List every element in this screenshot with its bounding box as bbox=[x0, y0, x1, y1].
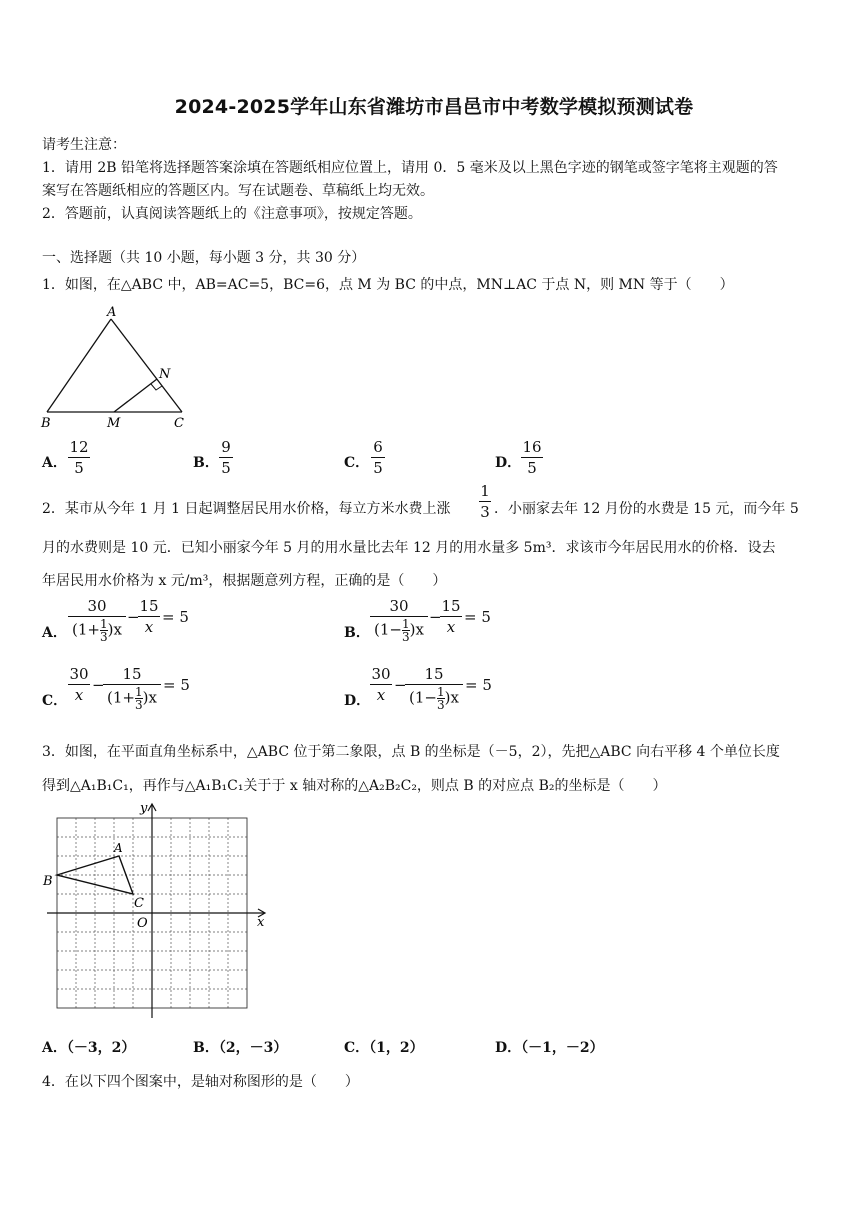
q3-option-c: C．（1，2） bbox=[344, 1040, 424, 1056]
q3-option-a: A．（－3，2） bbox=[42, 1040, 136, 1056]
q2-inline-fraction: 1 3 bbox=[480, 482, 490, 521]
q1-option-b-fraction: 9 5 bbox=[219, 438, 233, 477]
q1-triangle-figure bbox=[38, 300, 198, 432]
q2-option-c-second-fraction: 15 (1+ $\frac{1}{3}$ )x bbox=[103, 665, 161, 711]
q2-option-b-label: B． bbox=[344, 625, 370, 641]
q1-option-c-label: C． bbox=[344, 455, 370, 471]
q2-line-3: 年居民用水价格为 x 元/m³，根据题意列方程，正确的是（ ） bbox=[42, 573, 447, 589]
q2-option-c-label: C． bbox=[42, 693, 68, 709]
q2-option-c-first-fraction: 30 x bbox=[69, 665, 89, 704]
q2-option-a-label: A． bbox=[42, 625, 67, 641]
q1-option-a-fraction bbox=[68, 438, 90, 477]
q3-label-y: y bbox=[140, 801, 148, 816]
q2-option-b-first-fraction: 30 (1− $\frac{1}{3}$ )x bbox=[370, 597, 428, 643]
q3-option-b: B．（2，－3） bbox=[193, 1040, 288, 1056]
q1-label-b: B bbox=[41, 416, 51, 431]
q3-label-o: O bbox=[137, 916, 148, 931]
q1-stem: 1．如图，在△ABC 中，AB=AC=5，BC=6，点 M 为 BC 的中点，MN⊥AC 于点 N，则 MN 等于（ ） bbox=[42, 277, 734, 293]
q1-label-m: M bbox=[107, 416, 121, 431]
q1-option-d-label: D． bbox=[495, 455, 522, 471]
q3-coordinate-grid bbox=[36, 800, 272, 1022]
q1-label-n: N bbox=[159, 367, 171, 382]
q1-option-d-fraction: 16 5 bbox=[522, 438, 542, 477]
q2-line-2: 月的水费则是 10 元．已知小丽家今年 5 月的用水量比去年 12 月的用水量多 5m³．求该市今年居民用水的价格．设去 bbox=[42, 540, 776, 556]
q1-label-c: C bbox=[174, 416, 184, 431]
q1-option-a-den: 5 bbox=[74, 459, 84, 477]
q1-option-c-fraction: 6 5 bbox=[371, 438, 385, 477]
q2-option-d-second-fraction: 15 (1− $\frac{1}{3}$ )x bbox=[405, 665, 463, 711]
q1-label-a: A bbox=[107, 305, 117, 320]
q2-line-1-end: ．小丽家去年 12 月份的水费是 15 元，而今年 5 bbox=[494, 501, 799, 517]
q3-option-d: D．（－1，－2） bbox=[495, 1040, 604, 1056]
notice-line-3: 2．答题前，认真阅读答题纸上的《注意事项》，按规定答题。 bbox=[42, 206, 422, 222]
q2-option-a-second-fraction: 15 x bbox=[139, 597, 159, 636]
q2-option-d-label: D． bbox=[344, 693, 371, 709]
q4-stem: 4．在以下四个图案中，是轴对称图形的是（ ） bbox=[42, 1074, 359, 1090]
q2-option-d-first-fraction: 30 x bbox=[371, 665, 391, 704]
q3-label-x: x bbox=[257, 915, 265, 930]
notice-heading: 请考生注意： bbox=[42, 137, 126, 153]
q1-option-a-label: A． bbox=[42, 455, 67, 471]
q3-line-2: 得到△A₁B₁C₁，再作与△A₁B₁C₁关于于 x 轴对称的△A₂B₂C₂，则点 B 的对应点 B₂的坐标是（ ） bbox=[42, 778, 667, 794]
q2-line-1-start: 2．某市从今年 1 月 1 日起调整居民用水价格，每立方米水费上涨 bbox=[42, 501, 451, 517]
q3-label-b: B bbox=[43, 874, 53, 889]
q2-option-a-first-fraction: 30 (1+ $\frac{1}{3}$ )x bbox=[68, 597, 126, 643]
q3-label-c: C bbox=[134, 896, 144, 911]
q3-label-a: A bbox=[114, 841, 123, 855]
section-heading: 一、选择题（共 10 小题，每小题 3 分，共 30 分） bbox=[42, 250, 366, 266]
page-title: 2024-2025学年山东省潍坊市昌邑市中考数学模拟预测试卷 bbox=[174, 96, 694, 118]
q2-option-b-second-fraction: 15 x bbox=[441, 597, 461, 636]
q1-option-a-num: 12 bbox=[69, 438, 89, 456]
q1-option-b-label: B． bbox=[193, 455, 219, 471]
q3-line-1: 3．如图，在平面直角坐标系中，△ABC 位于第二象限，点 B 的坐标是（－5，2），先把△ABC 向右平移 4 个单位长度 bbox=[42, 744, 780, 760]
notice-line-2: 案写在答题纸相应的答题区内。写在试题卷、草稿纸上均无效。 bbox=[42, 183, 434, 199]
notice-line-1: 1．请用 2B 铅笔将选择题答案涂填在答题纸相应位置上，请用 0．5 毫米及以上黑色字迹的钢笔或签字笔将主观题的答 bbox=[42, 160, 778, 176]
